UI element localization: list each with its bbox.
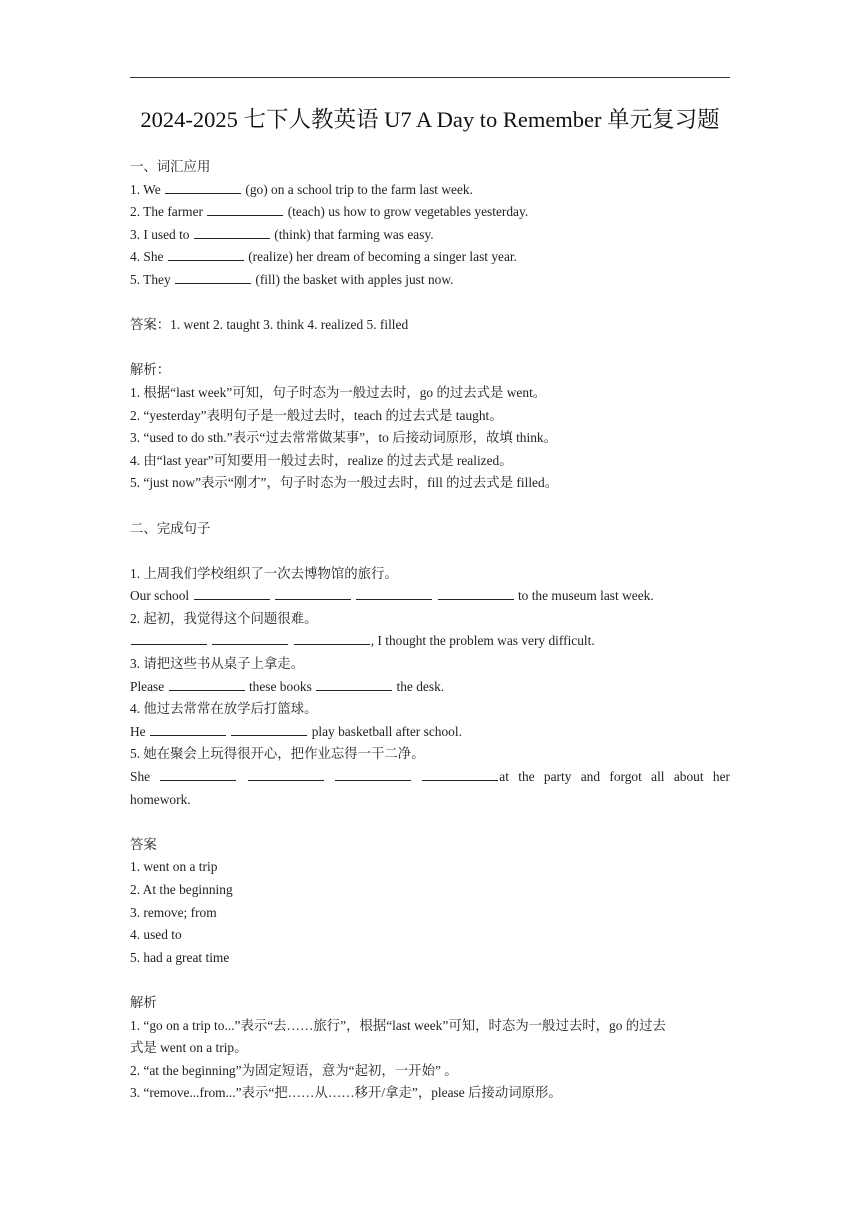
sentence-answer-item: 2. At the beginning [130,882,233,897]
sentence-answer-item: 1. went on a trip [130,859,218,875]
sentence-question-4-chinese: 4. 他过去常常在放学后打篮球。 [130,701,318,717]
vocab-analysis-line: 5. “just now”表示“刚才”，句子时态为一般过去时，fill 的过去式是 filled。 [130,475,559,491]
sentence-question-5-chinese: 5. 她在聚会上玩得很开心，把作业忘得一干二净。 [130,746,425,762]
vocab-question-2: 2. The farmer (teach) us how to grow vegetables yesterday. [130,201,730,224]
sentence-analysis-line: 2. “at the beginning”为固定短语，意为“起初，一开始” 。 [130,1062,458,1078]
sentence-question-1-chinese: 1. 上周我们学校组织了一次去博物馆的旅行。 [130,565,398,581]
sentence-question-1: Our school to the museum last week. [130,585,730,608]
vocab-analysis-heading: 解析： [130,362,171,378]
sentence-question-4: He play basketball after school. [130,721,730,744]
sentence-question-3: Please these books the desk. [130,676,730,699]
sentence-analysis-line: 1. “go on a trip to...”表示“去……旅行”，根据“last week”可知，时态为一般过去时，go 的过去 [130,1017,666,1033]
vocab-analysis-line: 1. 根据“last week”可知，句子时态为一般过去时，go 的过去式是 went。 [130,384,547,400]
section-1-heading: 一、词汇应用 [130,159,211,174]
sentence-answer-heading: 答案 [130,836,157,852]
sentence-analysis-heading: 解析 [130,994,157,1010]
sentence-question-3-chinese: 3. 请把这些书从桌子上拿走。 [130,656,305,672]
document-body [130,156,730,1105]
sentence-question-2: , I thought the problem was very difficult. [130,630,730,653]
sentence-answer-item: 5. had a great time [130,949,230,965]
sentence-question-5-continued: homework. [130,791,191,807]
vocab-question-4: 4. She (realize) her dream of becoming a singer last year. [130,246,730,269]
sentence-question-5: She at the party and forgot all about her [130,766,730,789]
header-rule [130,77,730,78]
sentence-analysis-line: 3. “remove...from...”表示“把……从……移开/拿走”，please 后接动词原形。 [130,1085,562,1101]
vocab-analysis-line: 2. “yesterday”表明句子是一般过去时，teach 的过去式是 taught。 [130,407,503,423]
sentence-answer-item: 3. remove; from [130,904,217,920]
vocab-analysis-line: 3. “used to do sth.”表示“过去常常做某事”，to 后接动词原形，故填 think。 [130,430,557,446]
document-title: 2024-2025 七下人教英语 U7 A Day to Remember 单元复习题 [140,107,720,132]
vocab-question-3: 3. I used to (think) that farming was easy. [130,224,730,247]
sentence-question-2-chinese: 2. 起初，我觉得这个问题很难。 [130,610,318,626]
sentence-answer-item: 4. used to [130,927,182,943]
vocab-question-1: 1. We (go) on a school trip to the farm last week. [130,179,730,202]
sentence-analysis-line: 式是 went on a trip。 [130,1040,248,1056]
vocab-analysis-line: 4. 由“last year”可知要用一般过去时，realize 的过去式是 realized。 [130,452,513,468]
vocab-answer: 答案：1. went 2. taught 3. think 4. realized 5. filled [130,317,409,333]
vocab-question-5: 5. They (fill) the basket with apples just now. [130,269,730,292]
section-2-heading: 二、完成句子 [130,520,211,536]
